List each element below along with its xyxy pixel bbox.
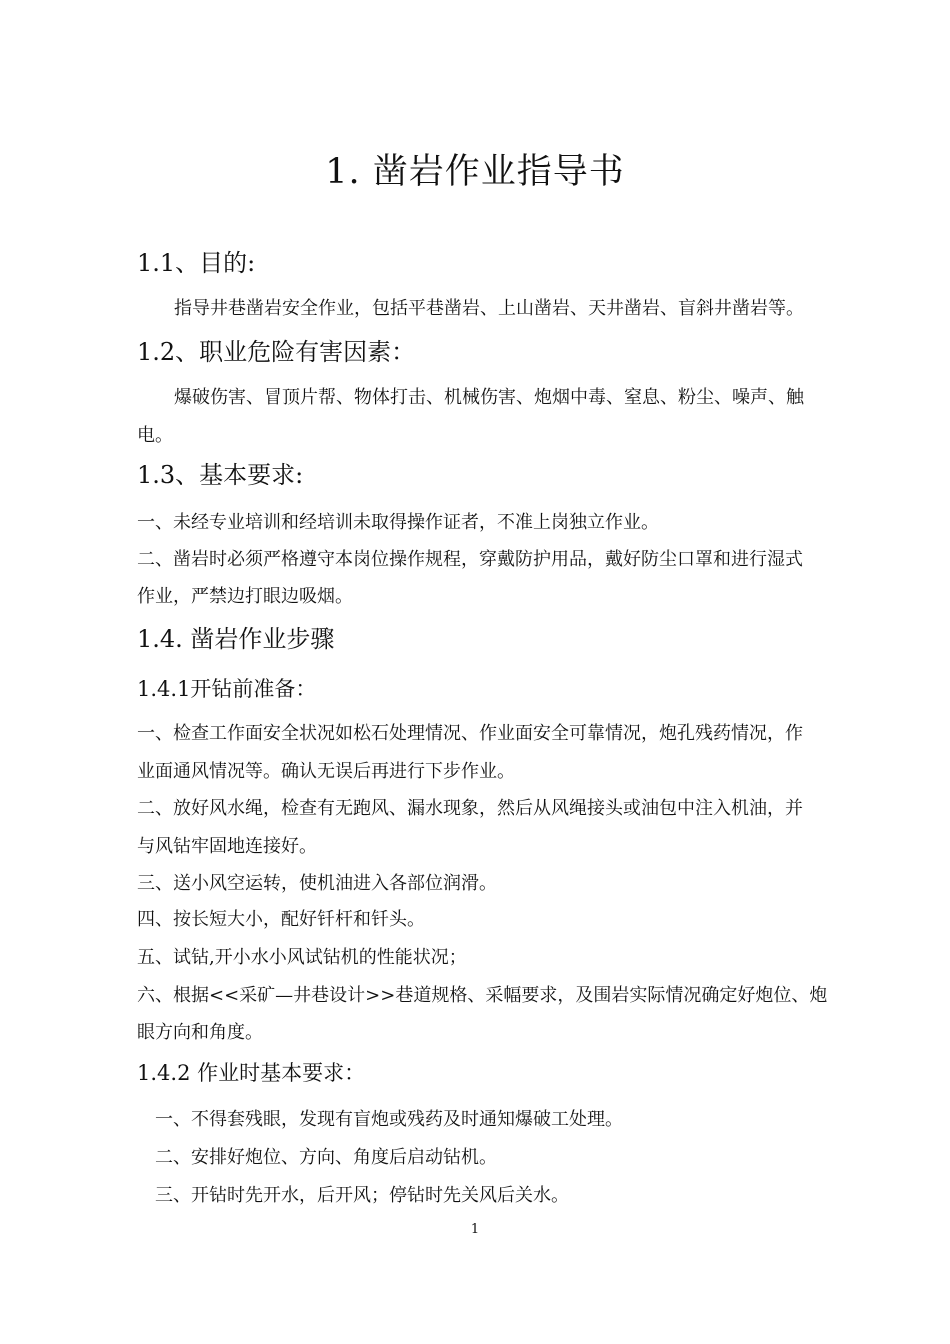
prep-item-1-line1: 一、检查工作面安全状况如松石处理情况、作业面安全可靠情况，炮孔残药情况，作	[137, 723, 803, 744]
prep-item-1-line2: 业面通风情况等。确认无误后再进行下步作业。	[137, 761, 515, 782]
prep-item-6-line1: 六、根据<<采矿—井巷设计>>巷道规格、采幅要求，及围岩实际情况确定好炮位、炮	[137, 985, 828, 1006]
section-heading-steps: 1.4. 凿岩作业步骤	[137, 625, 335, 653]
prep-item-4: 四、按长短大小，配好钎杆和钎头。	[137, 909, 425, 930]
document-title: 1. 凿岩作业指导书	[325, 152, 625, 192]
hazards-text-line1: 爆破伤害、冒顶片帮、物体打击、机械伤害、炮烟中毒、窒息、粉尘、噪声、触	[174, 387, 804, 408]
section-heading-hazards: 1.2、职业危险有害因素：	[137, 338, 416, 366]
prep-item-6-line2: 眼方向和角度。	[137, 1022, 263, 1043]
subsection-heading-work: 1.4.2 作业时基本要求：	[137, 1061, 366, 1085]
purpose-text: 指导井巷凿岩安全作业，包括平巷凿岩、上山凿岩、天井凿岩、盲斜井凿岩等。	[174, 298, 804, 319]
work-item-3: 三、开钻时先开水，后开风；停钻时先关风后关水。	[155, 1185, 569, 1206]
basic-item-2-line2: 作业，严禁边打眼边吸烟。	[137, 586, 353, 607]
work-item-1: 一、不得套残眼，发现有盲炮或残药及时通知爆破工处理。	[155, 1109, 623, 1130]
subsection-heading-prep: 1.4.1开钻前准备：	[137, 677, 317, 701]
basic-item-2-line1: 二、凿岩时必须严格遵守本岗位操作规程，穿戴防护用品，戴好防尘口罩和进行湿式	[137, 549, 803, 570]
prep-item-2-line1: 二、放好风水绳，检查有无跑风、漏水现象，然后从风绳接头或油包中注入机油，并	[137, 798, 803, 819]
section-heading-purpose: 1.1、目的:	[137, 249, 256, 277]
page-number: 1	[470, 1222, 480, 1237]
hazards-text-line2: 电。	[137, 425, 173, 446]
basic-item-1: 一、未经专业培训和经培训未取得操作证者，不准上岗独立作业。	[137, 512, 659, 533]
work-item-2: 二、安排好炮位、方向、角度后启动钻机。	[155, 1147, 497, 1168]
section-heading-basic: 1.3、基本要求:	[137, 461, 304, 489]
prep-item-3: 三、送小风空运转，使机油进入各部位润滑。	[137, 873, 497, 894]
prep-item-2-line2: 与风钻牢固地连接好。	[137, 836, 317, 857]
prep-item-5: 五、试钻,开小水小风试钻机的性能状况；	[137, 947, 467, 968]
